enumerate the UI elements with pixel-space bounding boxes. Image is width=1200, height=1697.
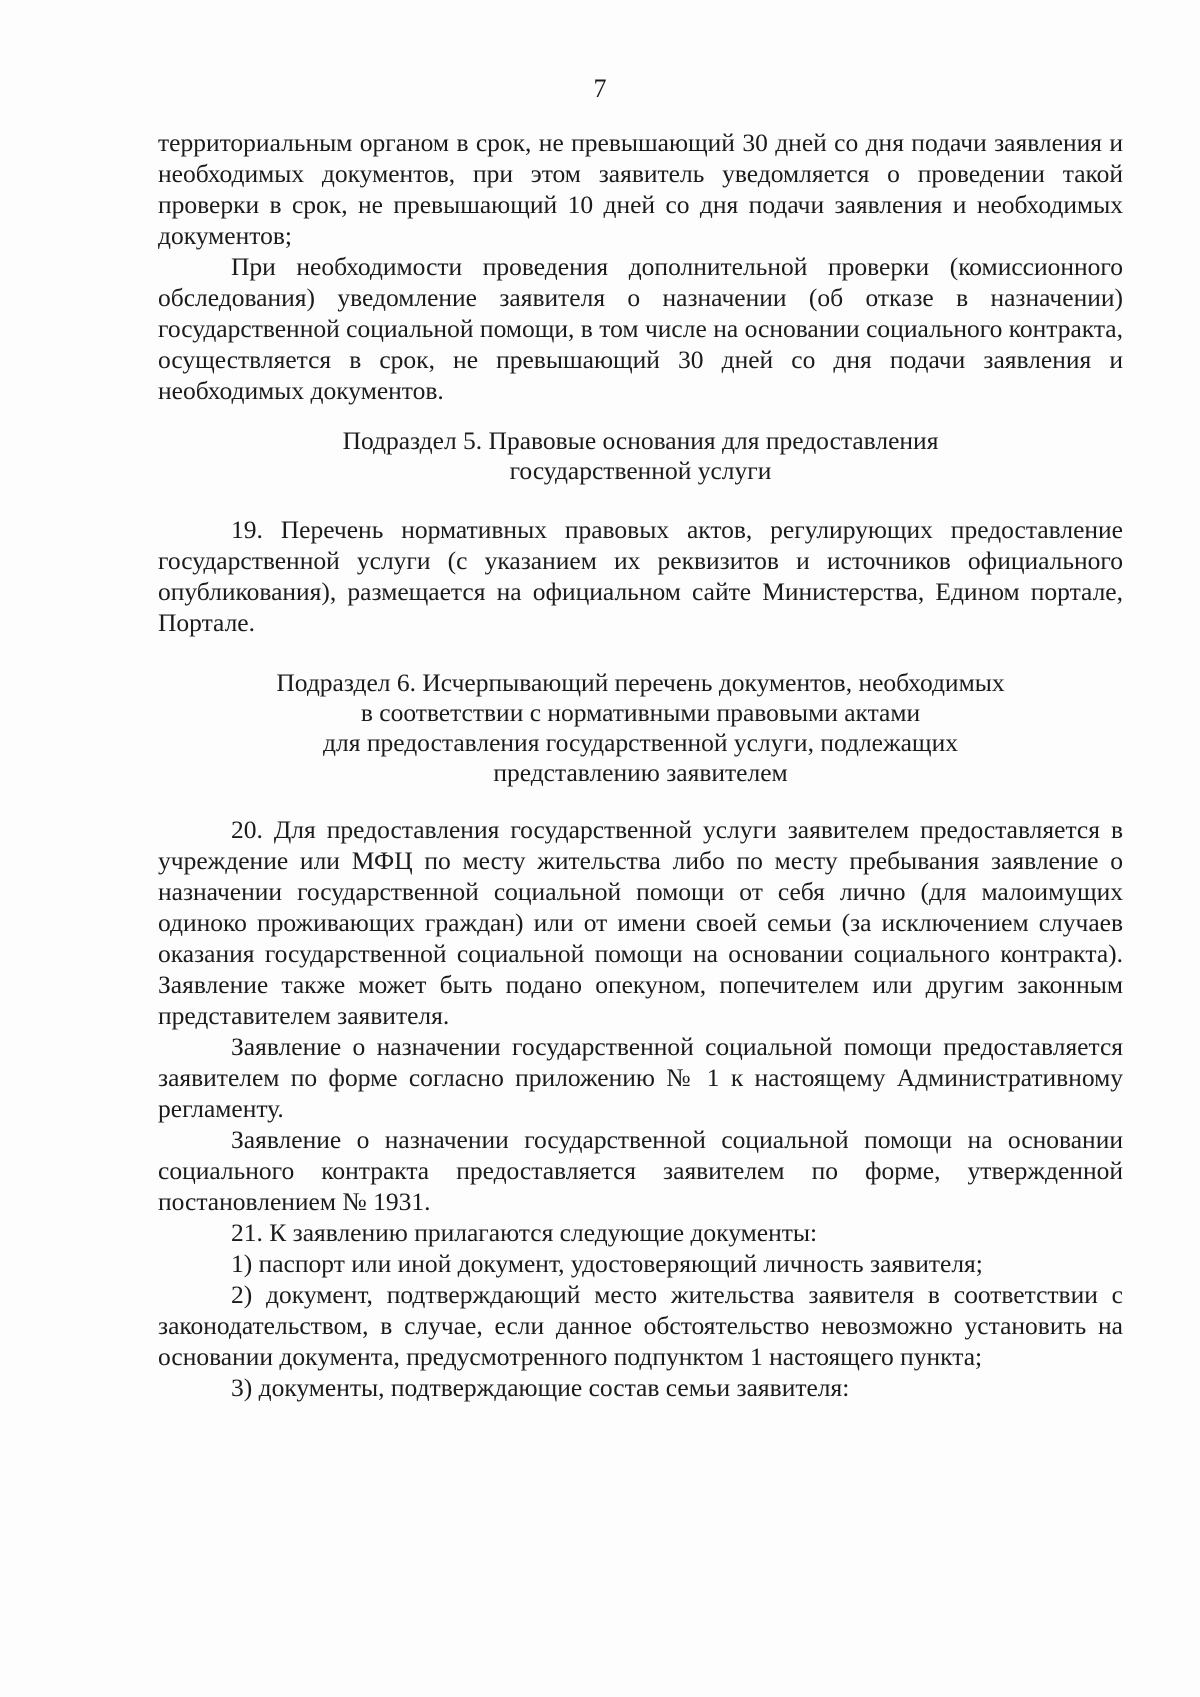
paragraph-notification-term: При необходимости проведения дополнительной проверки (комиссионного обследования) уведомление заявителя о назначении (об отказе в назначении) государственной социальной помощи, в том числе на основании социального контракта, осуществляется в срок, не превышающий 30 дней со дня подачи заявления и необходимых документов. [158, 252, 1123, 405]
list-item-2: 2) документ, подтверждающий место жительства заявителя в соответствии с законодательством, в случае, если данное обстоятельство невозможно установить на основании документа, предусмотренного подпунктом 1 настоящего пункта; [158, 1280, 1123, 1371]
subsection-5-heading-line: Подраздел 5. Правовые основания для предоставления [342, 426, 939, 455]
subsection-6-heading-line: в соответствии с нормативными правовыми актами [360, 698, 921, 727]
page-number: 7 [593, 74, 607, 103]
paragraph-social-contract-form: Заявление о назначении государственной социальной помощи на основании социального контракта предоставляется заявителем по форме, утвержденной постановлением № 1931. [158, 1125, 1123, 1216]
top-text-block [158, 127, 1123, 406]
paragraph-21: 21. К заявлению прилагаются следующие документы: [231, 1218, 818, 1247]
subsection-6-heading [158, 668, 1123, 788]
subsection-6-heading-line: для предоставления государственной услуги, подлежащих [323, 728, 958, 757]
list-item-1: 1) паспорт или иной документ, удостоверяющий личность заявителя; [231, 1249, 983, 1278]
subsection-5-heading-line: государственной услуги [509, 456, 772, 485]
bottom-text-block [158, 814, 1123, 1403]
list-item-3: 3) документы, подтверждающие состав семьи заявителя: [231, 1373, 850, 1402]
paragraph-19: 19. Перечень нормативных правовых актов, регулирующих предоставление государственной услуги (с указанием их реквизитов и источников официального опубликования), размещается на официальном сайте Министерства, Едином портале, Портале. [158, 515, 1123, 637]
subsection-6-heading-line: Подраздел 6. Исчерпывающий перечень документов, необходимых [276, 668, 1005, 697]
paragraph-continuation: территориальным органом в срок, не превышающий 30 дней со дня подачи заявления и необходимых документов, при этом заявитель уведомляется о проведении такой проверки в срок, не превышающий 10 дней со дня подачи заявления и необходимых документов; [158, 128, 1123, 250]
subsection-6-heading-line: представлению заявителем [493, 758, 788, 787]
subsection-5-heading [158, 426, 1123, 486]
paragraph-application-form: Заявление о назначении государственной социальной помощи предоставляется заявителем по форме согласно приложению № 1 к настоящему Административному регламенту. [158, 1032, 1123, 1123]
paragraph-19-block [158, 514, 1123, 638]
paragraph-20: 20. Для предоставления государственной услуги заявителем предоставляется в учреждение или МФЦ по месту жительства либо по месту пребывания заявление о назначении государственной социальной помощи от себя лично (для малоимущих одиноко проживающих граждан) или от имени своей семьи (за исключением случаев оказания государственной социальной помощи на основании социального контракта). Заявление также может быть подано опекуном, попечителем или другим законным представителем заявителя. [158, 815, 1123, 1030]
